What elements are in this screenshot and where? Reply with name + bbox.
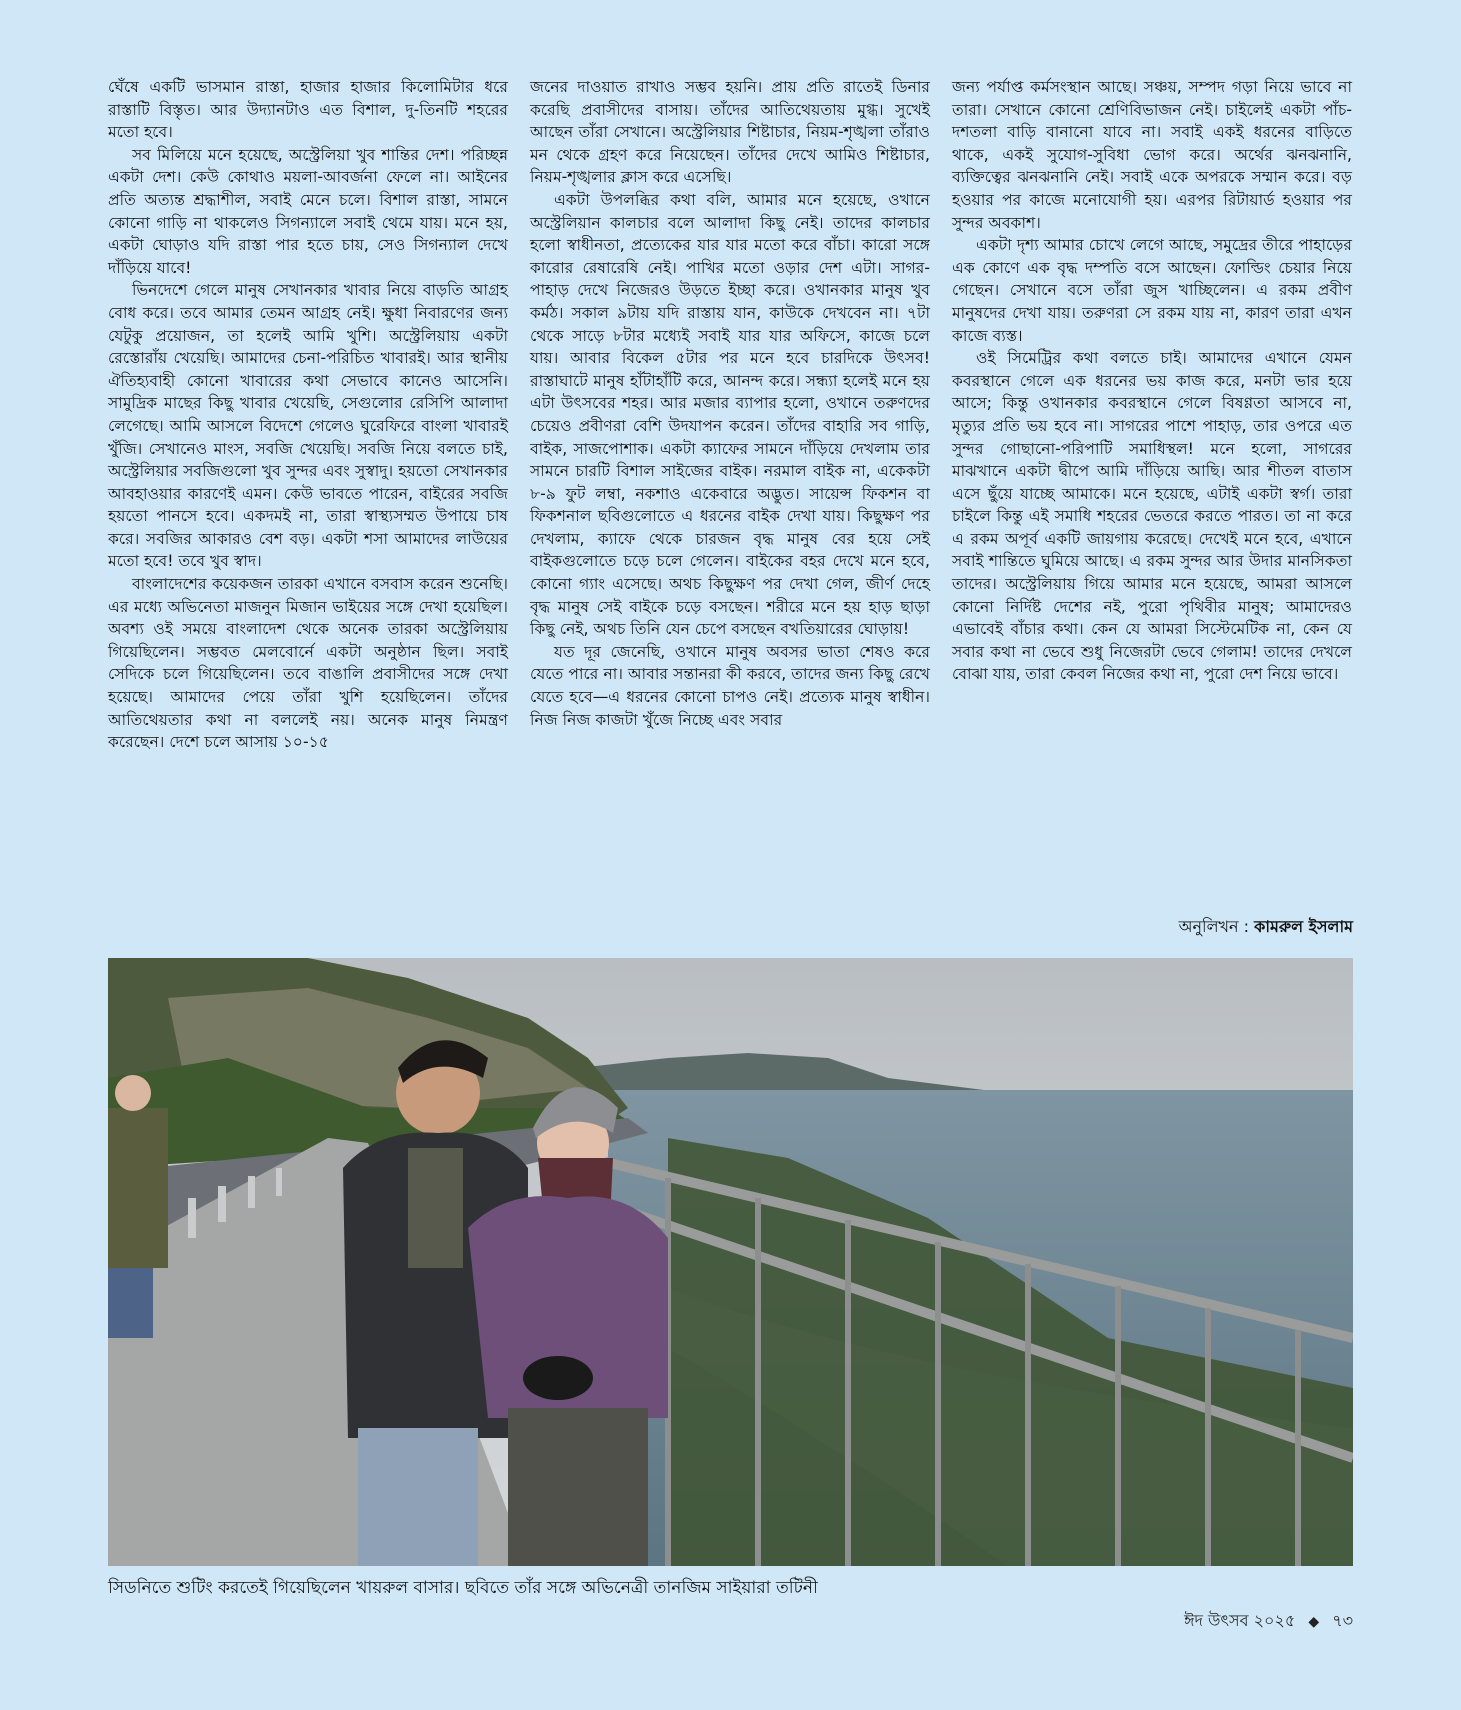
byline-label: অনুলিখন : [1178, 917, 1250, 936]
paragraph: যত দূর জেনেছি, ওখানে মানুষ অবসর ভাতা শেষও করে যেতে পারে না। আবার সন্তানরা কী করবে, তাদের জন্য কিছু রেখে যেতে হবে—এ ধরনের কোনো চাপও নেই। প্রত্যেক মানুষ স্বাধীন। নিজ নিজ কাজটা খুঁজে নিচ্ছে এবং সবার [530, 642, 930, 729]
byline [1179, 916, 1353, 938]
paragraph: সব মিলিয়ে মনে হয়েছে, অস্ট্রেলিয়া খুব শান্তির দেশ। পরিচ্ছন্ন একটা দেশ। কেউ কোথাও ময়লা-আবর্জনা ফেলে না। আইনের প্রতি অত্যন্ত শ্রদ্ধাশীল, সবাই মেনে চলে। বিশাল রাস্তা, সামনে কোনো গাড়ি না থাকলেও সিগন্যালে সবাই থেমে যায়। মনে হয়, একটা ঘোড়াও যদি রাস্তা পার হতে চায়, সেও সিগন্যাল দেখে দাঁড়িয়ে যাবে! [108, 145, 508, 277]
page-footer [1184, 1610, 1353, 1633]
article-photo [108, 958, 1353, 1566]
article-body [108, 76, 1353, 946]
page-number: ৭৩ [1332, 1611, 1353, 1630]
paragraph: ঘেঁষে একটি ভাসমান রাস্তা, হাজার হাজার কিলোমিটার ধরে রাস্তাটি বিস্তৃত। আর উদ্যানটাও এত বিশাল, দু-তিনটি শহরের মতো হবে। [108, 78, 508, 142]
article-column-3 [952, 76, 1352, 946]
article-column-2 [530, 76, 930, 946]
paragraph: ওই সিমেট্রির কথা বলতে চাই। আমাদের এখানে যেমন কবরস্থানে গেলে এক ধরনের ভয় কাজ করে, মনটা ভার হয়ে আসে; কিন্তু ওখানকার কবরস্থানে গেলে বিষণ্ণতা আসবে না, মৃত্যুর প্রতি ভয় হবে না। সাগরের পাশে পাহাড়, তার ওপরে এত সুন্দর গোছানো-পরিপাটি সমাধিস্থল! মনে হলো, সাগরের মাঝখানে একটা দ্বীপে আমি দাঁড়িয়ে আছি। আর শীতল বাতাস এসে ছুঁয়ে যাচ্ছে আমাকে। মনে হয়েছে, এটাই একটা স্বর্গ। তারা চাইলে কিন্তু এই সমাধি শহরের ভেতরে করতে পারত। তা না করে এ রকম অপূর্ব একটি জায়গায় করেছে। দেখেই মনে হবে, এখানে সবাই শান্তিতে ঘুমিয়ে আছে। এ রকম সুন্দর আর উদার মানসিকতা তাদের। অস্ট্রেলিয়ায় গিয়ে আমার মনে হয়েছে, আমরা আসলে কোনো নির্দিষ্ট দেশের নই, পুরো পৃথিবীর মানুষ; আমাদেরও এভাবেই বাঁচার কথা। কেন যে আমরা সিস্টেমেটিক না, কেন যে সবার কথা না ভেবে শুধু নিজেরটা ভেবে গেলাম! তাদের দেখলে বোঝা যায়, তারা কেবল নিজের কথা না, পুরো দেশ নিয়ে ভাবে। [952, 349, 1352, 684]
article-column-1 [108, 76, 508, 946]
paragraph: বাংলাদেশের কয়েকজন তারকা এখানে বসবাস করেন শুনেছি। এর মধ্যে অভিনেতা মাজনুন মিজান ভাইয়ের সঙ্গে দেখা হয়েছিল। অবশ্য ওই সময়ে বাংলাদেশ থেকে অনেক তারকা অস্ট্রেলিয়ায় গিয়েছিলেন। সম্ভবত মেলবোর্নে একটা অনুষ্ঠান ছিল। সবাই সেদিকে চলে গিয়েছিলেন। তবে বাঙালি প্রবাসীদের সঙ্গে দেখা হয়েছে। আমাদের পেয়ে তাঁরা খুশি হয়েছিলেন। তাঁদের আতিথেয়তার কথা না বললেই নয়। অনেক মানুষ নিমন্ত্রণ করেছেন। দেশে চলে আসায় ১০-১৫ [108, 575, 508, 752]
issue-name: ঈদ উৎসব ২০২৫ [1184, 1611, 1296, 1630]
paragraph: ভিনদেশে গেলে মানুষ সেখানকার খাবার নিয়ে বাড়তি আগ্রহ বোধ করে। তবে আমার তেমন আগ্রহ নেই। ক্ষুধা নিবারণের জন্য যেটুকু প্রয়োজন, তা হলেই আমি খুশি। অস্ট্রেলিয়ায় একটা রেস্তোরাঁয় খেয়েছি। আমাদের চেনা-পরিচিত খাবারই। আর স্থানীয় ঐতিহ্যবাহী কোনো খাবারের কথা সেভাবে কানেও আসেনি। সামুদ্রিক মাছের কিছু খাবার খেয়েছি, সেগুলোর রেসিপি আলাদা লেগেছে। আমি আসলে বিদেশে গেলেও ঘুরেফিরে বাংলা খাবারই খুঁজি। সেখানেও মাংস, সবজি খেয়েছি। সবজি নিয়ে বলতে চাই, অস্ট্রেলিয়ার সবজিগুলো খুব সুন্দর এবং সুস্বাদু। হয়তো সেখানকার আবহাওয়ার কারণেই এমন। কেউ ভাবতে পারেন, বাইরের সবজি হয়তো পানসে হবে। একদমই না, তারা স্বাস্থ্যসম্মত উপায়ে চাষ করে। সবজির আকারও বেশ বড়। একটা শসা আমাদের লাউয়ের মতো হবে! তবে খুব স্বাদ। [108, 281, 508, 571]
paragraph: জন্য পর্যাপ্ত কর্মসংস্থান আছে। সঞ্চয়, সম্পদ গড়া নিয়ে ভাবে না তারা। সেখানে কোনো শ্রেণিবিভাজন নেই। চাইলেই একটা পাঁচ-দশতলা বাড়ি বানানো যাবে না। সবাই একই ধরনের বাড়িতে থাকে, একই সুযোগ-সুবিধা ভোগ করে। অর্থের ঝনঝনানি, ব্যক্তিত্বের ঝনঝনানি নেই। সবাই একে অপরকে সম্মান করে। বড় হওয়ার পর কাজে মনোযোগী হয়। এরপর রিটায়ার্ড হওয়ার পর সুন্দর অবকাশ। [952, 78, 1352, 232]
byline-author: কামরুল ইসলাম [1254, 917, 1353, 936]
paragraph: একটা উপলব্ধির কথা বলি, আমার মনে হয়েছে, ওখানে অস্ট্রেলিয়ান কালচার বলে আলাদা কিছু নেই। তাদের কালচার হলো স্বাধীনতা, প্রত্যেকের যার যার মতো করে বাঁচা। কারো সঙ্গে কারোর রেষারেষি নেই। পাখির মতো ওড়ার দেশ এটা। সাগর-পাহাড় দেখে নিজেরও উড়তে ইচ্ছা করে। ওখানকার মানুষ খুব কর্মঠ। সকাল ৯টায় যদি রাস্তায় যান, কাউকে দেখবেন না। ৭টা থেকে সাড়ে ৮টার মধ্যেই সবাই যার যার অফিসে, কাজে চলে যায়। আবার বিকেল ৫টার পর মনে হবে চারদিকে উৎসব! রাস্তাঘাটে মানুষ হাঁটাহাঁটি করে, আনন্দ করে। সন্ধ্যা হলেই মনে হয় এটা উৎসবের শহর। আর মজার ব্যাপার হলো, ওখানে তরুণদের চেয়েও প্রবীণরা বেশি উদযাপন করেন। তাঁদের বাহারি সব গাড়ি, বাইক, সাজপোশাক। একটা ক্যাফের সামনে দাঁড়িয়ে দেখলাম তার সামনে চারটি বিশাল সাইজের বাইক। নরমাল বাইক না, একেকটা ৮-৯ ফুট লম্বা, নকশাও একেবারে অদ্ভুত। সায়েন্স ফিকশন বা ফিকশনাল ছবিগুলোতে এ ধরনের বাইক দেখা যায়। কিছুক্ষণ পর দেখলাম, ক্যাফে থেকে চারজন বৃদ্ধ মানুষ বের হয়ে সেই বাইকগুলোতে চড়ে চলে গেলেন। বাইকের বহর দেখে মনে হবে, কোনো গ্যাং এসেছে। অথচ কিছুক্ষণ পর দেখা গেল, জীর্ণ দেহে বৃদ্ধ মানুষ সেই বাইকে চড়ে বসছেন। শরীরে মনে হয় হাড় ছাড়া কিছু নেই, অথচ তিনি যেন চেপে বসছেন বখতিয়ারের ঘোড়ায়! [530, 190, 930, 639]
paragraph: জনের দাওয়াত রাখাও সম্ভব হয়নি। প্রায় প্রতি রাতেই ডিনার করেছি প্রবাসীদের বাসায়। তাঁদের আতিথেয়তায় মুগ্ধ। সুখেই আছেন তাঁরা সেখানে। অস্ট্রেলিয়ার শিষ্টাচার, নিয়ম-শৃঙ্খলা তাঁরাও মন থেকে গ্রহণ করে নিয়েছেন। তাঁদের দেখে আমিও শিষ্টাচার, নিয়ম-শৃঙ্খলার ক্লাস করে এসেছি। [530, 78, 930, 187]
paragraph: একটা দৃশ্য আমার চোখে লেগে আছে, সমুদ্রের তীরে পাহাড়ের এক কোণে এক বৃদ্ধ দম্পতি বসে আছেন। ফোল্ডিং চেয়ার নিয়ে গেছেন। সেখানে বসে তাঁরা জুস খাচ্ছিলেন। এ রকম প্রবীণ মানুষদের দেখা যায়। তরুণরা সে রকম যায় না, কারণ তারা এখন কাজে ব্যস্ত। [952, 236, 1352, 345]
diamond-icon: ◆ [1308, 1614, 1320, 1630]
photo-caption: সিডনিতে শুটিং করতেই গিয়েছিলেন খায়রুল বাসার। ছবিতে তাঁর সঙ্গে অভিনেত্রী তানজিম সাইয়ারা তটিনী [108, 1578, 818, 1598]
photo-illustration [108, 958, 1353, 1566]
